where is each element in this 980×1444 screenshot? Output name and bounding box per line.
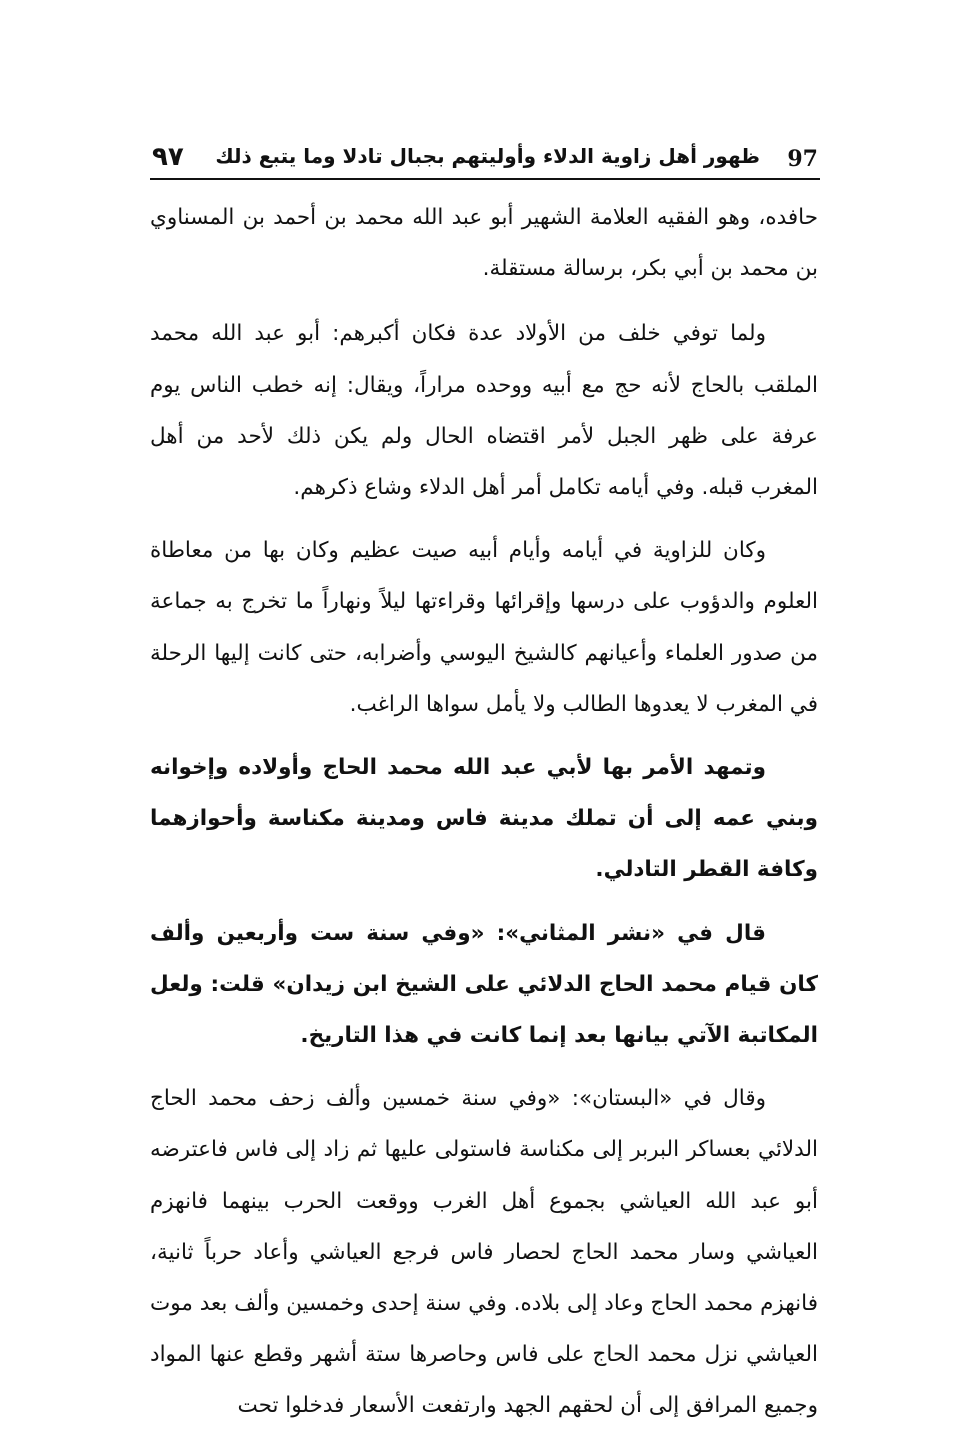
page-header bbox=[150, 138, 820, 180]
paragraph: وقال في «البستان»: «وفي سنة خمسين وألف زحف محمد الحاج الدلائي بعساكر البربر إلى مكناسة فاستولى عليها ثم زاد إلى فاس فاعترضه أبو عبد الله العياشي بجموع أهل الغرب ووقعت الحرب بينهما فانهزم العياشي وسار محمد الحاج لحصار فاس فرجع العياشي وأعاد حرباً ثانية، فانهزم محمد الحاج وعاد إلى بلاده. وفي سنة إحدى وخمسين وألف بعد موت العياشي نزل محمد الحاج على فاس وحاصرها ستة أشهر وقطع عنها المواد وجميع المرافق إلى أن لحقهم الجهد وارتفعت الأسعار فدخلوا تحت bbox=[150, 1086, 818, 1419]
paragraph: حافده، وهو الفقيه العلامة الشهير أبو عبد الله محمد بن أحمد بن المسناوي بن محمد بن أبي بكر، برسالة مستقلة. bbox=[150, 205, 818, 282]
paragraph: قال في «نشر المثاني»: «وفي سنة ست وأربعين وألف كان قيام محمد الحاج الدلائي على الشيخ ابن زيدان» قلت: ولعل المكاتبة الآتي بيانها بعد إنما كانت في هذا التاريخ. bbox=[150, 920, 818, 1049]
running-title: ظهور أهل زاوية الدلاء وأوليتهم بجبال تادلا وما يتبع ذلك bbox=[215, 144, 760, 168]
page-number-arabic: ٩٧ bbox=[152, 142, 184, 172]
page-number-latin: 97 bbox=[787, 146, 818, 172]
body-text bbox=[150, 192, 818, 1444]
paragraph: ولما توفي خلف من الأولاد عدة فكان أكبرهم: أبو عبد الله محمد الملقب بالحاج لأنه حج مع أبيه ووحده مراراً، ويقال: إنه خطب الناس يوم عرفة على ظهر الجبل لأمر اقتضاه الحال ولم يكن ذلك لأحد من أهل المغرب قبله. وفي أيامه تكامل أمر أهل الدلاء وشاع ذكرهم. bbox=[150, 321, 818, 501]
paragraph: وتمهد الأمر بها لأبي عبد الله محمد الحاج وأولاده وإخوانه وبني عمه إلى أن تملك مدينة فاس ومدينة مكناسة وأحوازهما وكافة القطر التادلي. bbox=[150, 755, 818, 883]
paragraph: وكان للزاوية في أيامه وأيام أبيه صيت عظيم وكان بها من معاطاة العلوم والدؤوب على درسها وإقرائها وقراءتها ليلاً ونهاراً ما تخرج به جماعة من صدور العلماء وأعيانهم كالشيخ اليوسي وأضرابه، حتى كانت إليها الرحلة في المغرب لا يعدوها الطالب ولا يأمل سواها الراغب. bbox=[150, 538, 818, 717]
